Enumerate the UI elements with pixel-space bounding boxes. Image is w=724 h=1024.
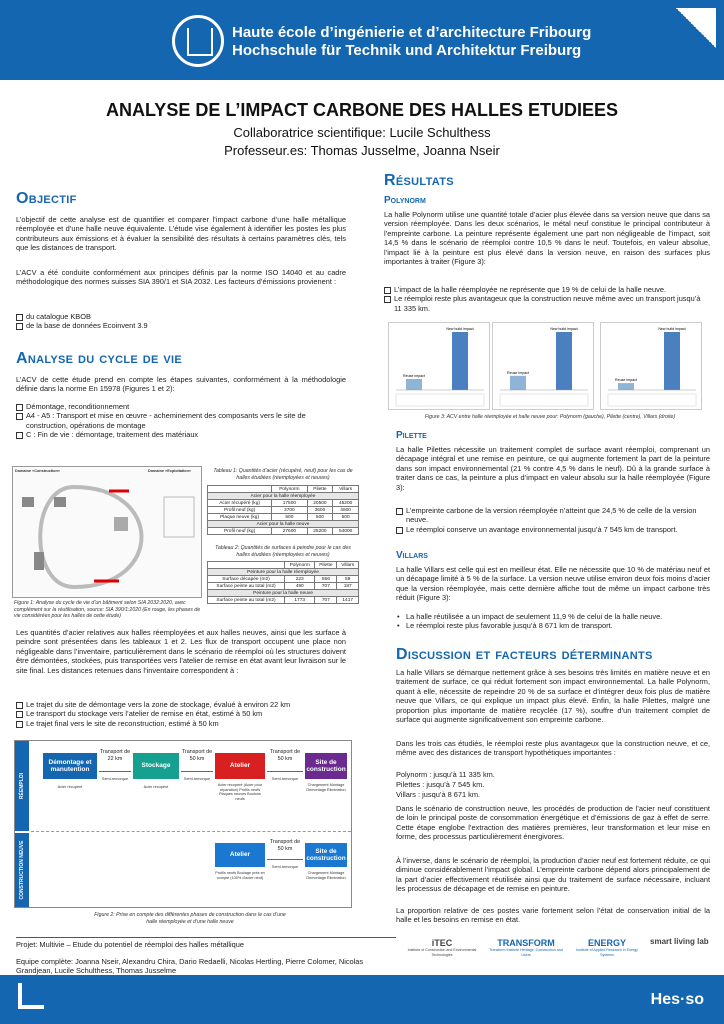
figure-3-chart <box>492 322 594 410</box>
table-cell: 17500 <box>272 500 307 507</box>
table-row <box>208 576 359 583</box>
objectif-text: L’objectif de cette analyse est de quantifier et comparer l’impact carbone d’une halle métallique réemployée et d’une halle neuve équivalente. L’étude vise également à identifier les postes les plus contributeurs aux émissions et à évaluer la sensibilité des résultats à certains paramètres clés, tels que les distances de transport. <box>16 215 346 253</box>
acv-text: L’ACV de cette étude prend en compte les étapes suivantes, conformément à la méthodologie définie dans la norme En 15978 (Figures 1 et 2): <box>16 375 346 394</box>
semi-remorque-text: Semi-remorque <box>271 777 299 781</box>
table-cell: 500 <box>272 514 307 521</box>
chart-frame <box>493 323 594 410</box>
energy-sub: Institute of Applied Research in Energy Systems <box>576 948 638 957</box>
itec-name: iTEC <box>431 938 453 948</box>
list-item: A4 - A5 : Transport et mise en œuvre - acheminement des composants vers le site de construction, opérations de montage <box>16 411 346 430</box>
table-cell: 25200 <box>307 528 333 535</box>
table-row <box>208 597 359 604</box>
corner-mark-icon <box>18 983 44 1009</box>
itec-sub: Institute of Construction and Environmental Technologies <box>407 948 477 957</box>
header-line-2: Hochschule für Technik und Architektur Freiburg <box>232 42 582 59</box>
table-cell: Profil neuf (kg) <box>208 507 272 514</box>
demontage-box: Démontage et manutention <box>43 753 97 779</box>
table-cell: 1773 <box>285 597 315 604</box>
discussion-text-2: Dans les trois cas étudiés, le réemploi reste plus avantageux que la construction neuve, et ce, même avec des distances de transport hypothétiques importantes : <box>396 739 710 758</box>
atelier-materials-text: Acier récupéré (Acier pour réparation) Profils neufs Plaques neuves Boulons neufs <box>217 783 263 801</box>
semi-remorque-text: Semi-remorque <box>183 777 211 781</box>
table-section: Peinture pour la halle réemployée <box>208 569 359 576</box>
poster-title: ANALYSE DE L’IMPACT CARBONE DES HALLES ETUDIEES <box>105 100 619 120</box>
figure-1-caption: Figure 1: Analyse du cycle de vie d’un bâtiment selon SIA 2032:2020, avec complément sur la réutilisation, source: SIA 390/1:2020 (En rouge, les phases de vie considérées pour les halles de cette étude) <box>14 600 201 619</box>
chart-bar-label: New build impact <box>658 327 686 331</box>
table-header: Villars <box>337 562 359 569</box>
divider <box>31 831 351 832</box>
table-header <box>208 562 285 569</box>
table-cell: 500 <box>307 514 333 521</box>
neuve-label <box>15 833 29 907</box>
table-row <box>208 583 359 590</box>
transport-22-label: Transport de 22 km <box>99 749 131 762</box>
chart-bar-label: Reuse impact <box>403 373 425 378</box>
villars-list <box>396 612 710 631</box>
villars-text: La halle Villars est celle qui est en meilleur état. Elle ne nécessite que 10 % de matériau neuf et un décapage limité à 5 % de la surface. La version neuve utilise environ deux fois moins d’acier que la version réemployée, mais cette dernière affiche tout de même un impact carbone très réduit (Figure 3): <box>396 565 710 603</box>
objectif-list <box>16 312 346 331</box>
project-line: Projet: Multivie – Etude du potentiel de réemploi des halles métallique <box>16 937 396 949</box>
table-cell: 187 <box>337 583 359 590</box>
table-cell: 1417 <box>337 597 359 604</box>
objectif-heading: Objectif <box>16 190 77 207</box>
acv-heading: Analyse du cycle de vie <box>16 350 183 367</box>
distance-line: Pilettes : jusqu’à 7 545 km. <box>396 780 485 789</box>
acier-recupere-text: Acier récupéré <box>143 785 169 789</box>
header-line-1: Haute école d’ingénierie et d’architecture Fribourg <box>232 24 592 41</box>
pilette-heading: Pilette <box>396 430 427 441</box>
atelier-neuve-text: Profils neufs Boulage prés en compte (100% d’acier neuf) <box>215 871 265 880</box>
smart-living-lab-logo: smart living lab <box>650 937 709 946</box>
chart-bar <box>556 332 572 390</box>
table-header: Polynorm <box>272 486 307 493</box>
phases-flow-diagram <box>14 740 352 908</box>
transform-name: TRANSFORM <box>497 938 555 948</box>
table-2-caption: Tableau 2: Quantités de surfaces à peindre pour le cas des halles étudiées (réemployées et neuves) <box>215 545 351 558</box>
table-cell: 4600 <box>333 507 359 514</box>
table-row <box>208 500 359 507</box>
semi-remorque-text: Semi-remorque <box>271 865 299 869</box>
chart-bar <box>510 376 526 390</box>
team-line: Equipe complète: Joanna Nseir, Alexandru Chira, Dario Redaelli, Nicolas Hertling, Pierre Colomer, Nicolas Grandjean, Lucile Schulthess, Thomas Jusselme <box>16 957 364 976</box>
figure-3-chart <box>388 322 490 410</box>
table-cell: Profil neuf (kg) <box>208 528 272 535</box>
table-header: Polynorm <box>285 562 315 569</box>
table-cell: 20500 <box>307 500 333 507</box>
header-banner <box>0 0 724 80</box>
hefr-logo-icon <box>172 15 224 67</box>
professeurs: Professeur.es: Thomas Jusselme, Joanna Nseir <box>224 143 500 158</box>
pilette-text: La halle Pilettes nécessite un traitement complet de surface avant réemploi, comprenant un décapage intégral et une remise en peinture, ce qui augmente fortement la part de la peinture dans son impact environnemental (21 % contre 4,5 % dans le neuf). Dû à la grande surface à traiter dans ce cas, la peinture a plus d’impact en valeur absolu sur la halle réemployée (Figure 3): <box>396 445 710 492</box>
list-item: Le trajet du site de démontage vers la zone de stockage, évalué à environ 22 km <box>16 700 346 709</box>
table-cell: 490 <box>285 583 315 590</box>
table-row <box>208 507 359 514</box>
polynorm-heading: Polynorm <box>384 195 426 206</box>
objectif-text-2: L’ACV a été conduite conformément aux principes définis par la norme ISO 14040 et au cadre méthodologique des normes suisses SIA 390/1 et SIA 2032. Les facteurs d’émissions provienent : <box>16 268 346 287</box>
discussion-text-5: La proportion relative de ces postes varie fortement selon l’état de conservation initial de la halle et les besoins en remise en état. <box>396 906 710 925</box>
figure-3-chart <box>600 322 702 410</box>
collaboratrice: Collaboratrice scientifique: Lucile Schulthess <box>233 125 491 140</box>
chart-bar <box>618 383 634 390</box>
discussion-heading: Discussion et facteurs déterminants <box>396 646 653 663</box>
site-box: Site de construction <box>305 753 347 779</box>
table-cell: 500 <box>333 514 359 521</box>
chart-bar-label: New build impact <box>446 327 474 331</box>
table-row <box>208 514 359 521</box>
hesso-logo: Hes·so <box>650 991 704 1008</box>
domain-exploitation-label: Domaine «Exploitation» <box>148 469 192 473</box>
list-item: Démontage, reconditionnement <box>16 402 346 411</box>
table-cell: Surface décapée (m2) <box>208 576 285 583</box>
site-steps-text: Chargement Montage Démontage Élimination <box>306 871 346 880</box>
table-header: Villars <box>333 486 359 493</box>
quantities-text: Les quantités d’acier relatives aux halles réemployées et aux halles neuves, ainsi que les surface à peindre sont présentées dans les tableaux 1 et 2. Les flux de transport occupent une place non négligeable dans l’inventaire, particulièrement dans le scénario de réemploi où les structures doivent être démontées, stockées, puis transportées vers l’atelier de remise en état avant leur livraison sur le site final. Les distances retenues dans l’inventaire correspondent à : <box>16 628 346 675</box>
neuve-text: CONSTRUCTION NEUVE <box>19 840 25 900</box>
table-cell: 707 <box>315 597 337 604</box>
table-cell: Acier récupéré (kg) <box>208 500 272 507</box>
table-cell: 223 <box>285 576 315 583</box>
domain-construction-label: Domaine «Construction» <box>15 469 60 473</box>
lifecycle-diagram <box>12 466 202 598</box>
transport-50b-label: Transport de 50 km <box>269 749 301 762</box>
table-cell: 45200 <box>333 500 359 507</box>
table-section: Peinture pour la halle neuve <box>208 590 359 597</box>
chart-bar-label: New build impact <box>550 327 578 331</box>
reemploi-label <box>15 741 29 831</box>
list-item: Le trajet final vers le site de reconstruction, estimé à 50 km <box>16 719 346 728</box>
corner-mark-icon <box>676 8 716 48</box>
list-item: • La halle réutilisée a un impact de seulement 11,9 % de celui de la halle neuve. <box>396 612 710 621</box>
discussion-text-1: La halle Villars se démarque nettement grâce à ses besoins très limités en matière neuve et en traitement de surface, ce qui réduit fortement son impact environnemental. La halle Polynorm, quant à elle, nécessite de repeindre 20 % de sa surface et d’intégrer deux fois plus de matière neuve que Villars, ce qui explique un impact plus élevé. Enfin, la halle Pilettes, malgré une proportion plus importante de matière recyclée (17 %), souffre d’un traitement complet de surface qui augmente significativement son empreinte carbone. <box>396 668 710 725</box>
table-row <box>208 528 359 535</box>
lifecycle-loop-icon <box>14 477 202 597</box>
list-item: de la base de données Ecoinvent 3.9 <box>16 321 346 330</box>
arrow-icon <box>99 771 131 772</box>
chart-bar <box>664 332 680 390</box>
reemploi-text: RÉEMPLOI <box>19 772 25 800</box>
polynorm-text: La halle Polynorm utilise une quantité totale d’acier plus élevée dans sa version neuve que dans sa version réemployée. Dans les deux scénarios, le métal neuf constitue le principal contributeur à l’empreinte carbone. La peinture représente également une part non négligeable de l’impact, soit 14,5 % dans le scénario de réemploi contre 10,5 % dans le neuf. Toutefois, en valeur absolue, l’impact lié à la peinture est plus élevé dans la version neuve, en raison des surfaces plus importantes à traiter (Figure 3): <box>384 210 710 267</box>
table-cell: 3700 <box>272 507 307 514</box>
list-item: du catalogue KBOB <box>16 312 346 321</box>
list-item: Le transport du stockage vers l’atelier de remise en état, estimé à 50 km <box>16 709 346 718</box>
list-item: • Le réemploi reste plus favorable jusqu’à 8 671 km de transport. <box>396 621 710 630</box>
acier-recupere-text: Acier récupéré <box>57 785 83 789</box>
table-section: Acier pour la halle neuve <box>208 521 359 528</box>
table-cell: 3600 <box>307 507 333 514</box>
table-header: Pilette <box>315 562 337 569</box>
list-item: L’empreinte carbone de la version réemployée n’atteint que 24,5 % de celle de la version neuve. <box>396 506 710 525</box>
table-2 <box>207 561 359 604</box>
itec-logo <box>404 939 480 957</box>
table-cell: 54000 <box>333 528 359 535</box>
arrow-icon <box>267 771 303 772</box>
transform-sub: Transform Institute Heritage, Construction and Users <box>489 948 563 957</box>
pilette-list <box>396 506 710 534</box>
figure-2-caption: Figure 2: Prise en compte des différentes phases de construction dans le cas d’une halle réemployée et d’une halle neuve <box>94 912 286 925</box>
semi-remorque-text: Semi-remorque <box>101 777 129 781</box>
transform-logo <box>486 939 566 957</box>
table-header: Pilette <box>307 486 333 493</box>
atelier-neuve-box: Atelier <box>215 843 265 867</box>
chart-bar <box>406 379 422 390</box>
distance-line: Polynorm : jusqu’à 11 335 km. <box>396 770 495 779</box>
arrow-icon <box>267 859 303 860</box>
transport-50a-label: Transport de 50 km <box>181 749 213 762</box>
energy-name: ENERGY <box>587 938 626 948</box>
polynorm-list <box>384 285 710 313</box>
table-1 <box>207 485 359 535</box>
chart-bar-label: Reuse impact <box>507 370 529 375</box>
table-cell: 59 <box>337 576 359 583</box>
table-cell: 27600 <box>272 528 307 535</box>
resultats-heading: Résultats <box>384 172 454 189</box>
table-1-caption: Tableau 1: Quantités d’acier (récupéré, neuf) pour les cas de halles étudiées (réemployées et neuves) <box>213 468 353 481</box>
villars-heading: Villars <box>396 550 428 561</box>
discussion-text-4: À l’inverse, dans le scénario de réemploi, la production d’acier neuf est fortement réduite, ce qui diminue considérablement l’impact global. L’empreinte carbone dépend alors principalement de la part d’acier effectivement réutilisée ainsi que du traitement de surface nécessaire, incluant les processus de décapage et de remise en peinture. <box>396 856 710 894</box>
atelier-box: Atelier <box>215 753 265 779</box>
list-item: L’impact de la halle réemployée ne représente que 19 % de celui de la halle neuve. <box>384 285 710 294</box>
chart-frame <box>389 323 490 410</box>
energy-logo <box>572 939 642 957</box>
site-neuve-box: Site de construction <box>305 843 347 867</box>
table-cell: Surface peinte au total (m2) <box>208 597 285 604</box>
footer-bar <box>0 975 724 1024</box>
acv-list <box>16 402 346 440</box>
table-cell: Surface peinte au total (m2) <box>208 583 285 590</box>
site-steps-text: Chargement Montage Démontage Élimination <box>306 783 346 792</box>
list-item: Le réemploi reste plus avantageux que la construction neuve même avec un transport jusqu’à 11 335 km. <box>384 294 710 313</box>
table-header <box>208 486 272 493</box>
stockage-box: Stockage <box>133 753 179 779</box>
discussion-text-3: Dans le scénario de construction neuve, les procédés de production de l’acier neuf constituent de loin le principal poste de consommation énergétique et d’émissions de gaz à effet de serre. Cette étape englobe l’extraction des matières premières, leur transformation et leur mise en forme, des processus particulièrement énergivores. <box>396 804 710 842</box>
list-item: C : Fin de vie : démontage, traitement des matériaux <box>16 430 346 439</box>
figure-3-caption: Figure 3: ACV entre halle réemployée et halle neuve pour: Polynorm (gauche), Pilette (centre), Villars (droite) <box>424 414 676 420</box>
list-item: Le réemploi conserve un avantage environnemental jusqu’à 7 545 km de transport. <box>396 525 710 534</box>
table-cell: 556 <box>315 576 337 583</box>
arrow-icon <box>181 771 213 772</box>
chart-bar <box>452 332 468 390</box>
chart-bar-label: Reuse impact <box>615 378 637 383</box>
table-cell: Plaque neuve (kg) <box>208 514 272 521</box>
distances-list <box>16 700 346 728</box>
table-cell: 707 <box>315 583 337 590</box>
transport-50c-label: Transport de 50 km <box>269 839 301 852</box>
table-section: Acier pour la halle réemployée <box>208 493 359 500</box>
distance-line: Villars : jusqu’à 8 671 km. <box>396 790 481 799</box>
chart-frame <box>601 323 702 410</box>
